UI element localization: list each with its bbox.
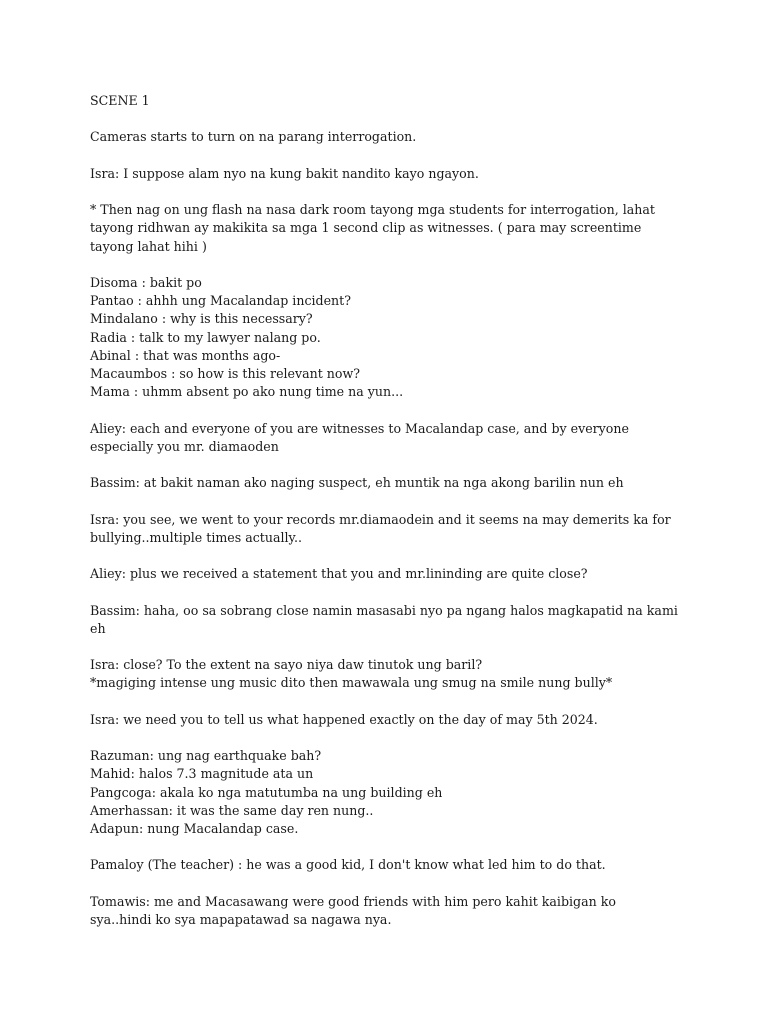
paragraph — [90, 565, 690, 583]
text-line: Mama : uhmm absent po ako nung time na yun... — [90, 384, 404, 400]
text-line: tayong lahat hihi ) — [90, 238, 207, 254]
text-line: Bassim: haha, oo sa sobrang close namin masasabi nyo pa ngang halos magkapatid na kami — [90, 602, 678, 618]
text-line: eh — [90, 620, 106, 636]
text-line: Isra: close? To the extent na sayo niya daw tinutok ung baril? — [90, 657, 483, 673]
text-line: Isra: you see, we went to your records mr.diamaodein and it seems na may demerits ka for — [90, 511, 671, 527]
text-line: Radia : talk to my lawyer nalang po. — [90, 329, 321, 345]
text-line: Adapun: nung Macalandap case. — [90, 820, 299, 836]
paragraph — [90, 511, 690, 547]
text-line: Amerhassan: it was the same day ren nung.. — [90, 802, 374, 818]
text-line: tayong ridhwan ay makikita sa mga 1 second clip as witnesses. ( para may screentime — [90, 220, 642, 236]
text-line: Bassim: at bakit naman ako naging suspect, eh muntik na nga akong barilin nun eh — [90, 475, 624, 491]
text-line: Disoma : bakit po — [90, 274, 202, 290]
text-line: Isra: I suppose alam nyo na kung bakit nandito kayo ngayon. — [90, 165, 479, 181]
text-line: Razuman: ung nag earthquake bah? — [90, 748, 322, 764]
text-line: Isra: we need you to tell us what happened exactly on the day of may 5th 2024. — [90, 711, 598, 727]
text-line: Pamaloy (The teacher) : he was a good kid, I don't know what led him to do that. — [90, 857, 606, 873]
text-line: Aliey: plus we received a statement that you and mr.lininding are quite close? — [90, 566, 588, 582]
text-line: bullying..multiple times actually.. — [90, 529, 302, 545]
text-line: especially you mr. diamaoden — [90, 438, 279, 454]
paragraph — [90, 747, 690, 838]
paragraph — [90, 602, 690, 638]
paragraph — [90, 201, 690, 256]
text-line: Tomawis: me and Macasawang were good friends with him pero kahit kaibigan ko — [90, 893, 616, 909]
text-line: *magiging intense ung music dito then mawawala ung smug na smile nung bully* — [90, 675, 613, 691]
paragraph — [90, 165, 690, 183]
scene-heading — [90, 92, 690, 110]
text-line: sya..hindi ko sya mapapatawad sa nagawa nya. — [90, 911, 392, 927]
paragraph — [90, 856, 690, 874]
text-line: Mahid: halos 7.3 magnitude ata un — [90, 766, 314, 782]
script-body — [90, 92, 690, 947]
paragraph — [90, 656, 690, 692]
paragraph — [90, 474, 690, 492]
text-line: Pangcoga: akala ko nga matutumba na ung building eh — [90, 784, 443, 800]
text-line: Abinal : that was months ago- — [90, 347, 281, 363]
paragraph — [90, 128, 690, 146]
paragraph — [90, 711, 690, 729]
scene-title: SCENE 1 — [90, 93, 150, 108]
dialogue-paragraphs — [90, 128, 690, 929]
text-line: Pantao : ahhh ung Macalandap incident? — [90, 293, 351, 309]
text-line: * Then nag on ung flash na nasa dark room tayong mga students for interrogation, lahat — [90, 202, 655, 218]
text-line: Mindalano : why is this necessary? — [90, 311, 313, 327]
paragraph — [90, 274, 690, 401]
paragraph — [90, 893, 690, 929]
text-line: Macaumbos : so how is this relevant now? — [90, 365, 361, 381]
text-line: Aliey: each and everyone of you are witnesses to Macalandap case, and by everyone — [90, 420, 629, 436]
text-line: Cameras starts to turn on na parang interrogation. — [90, 129, 417, 145]
paragraph — [90, 420, 690, 456]
